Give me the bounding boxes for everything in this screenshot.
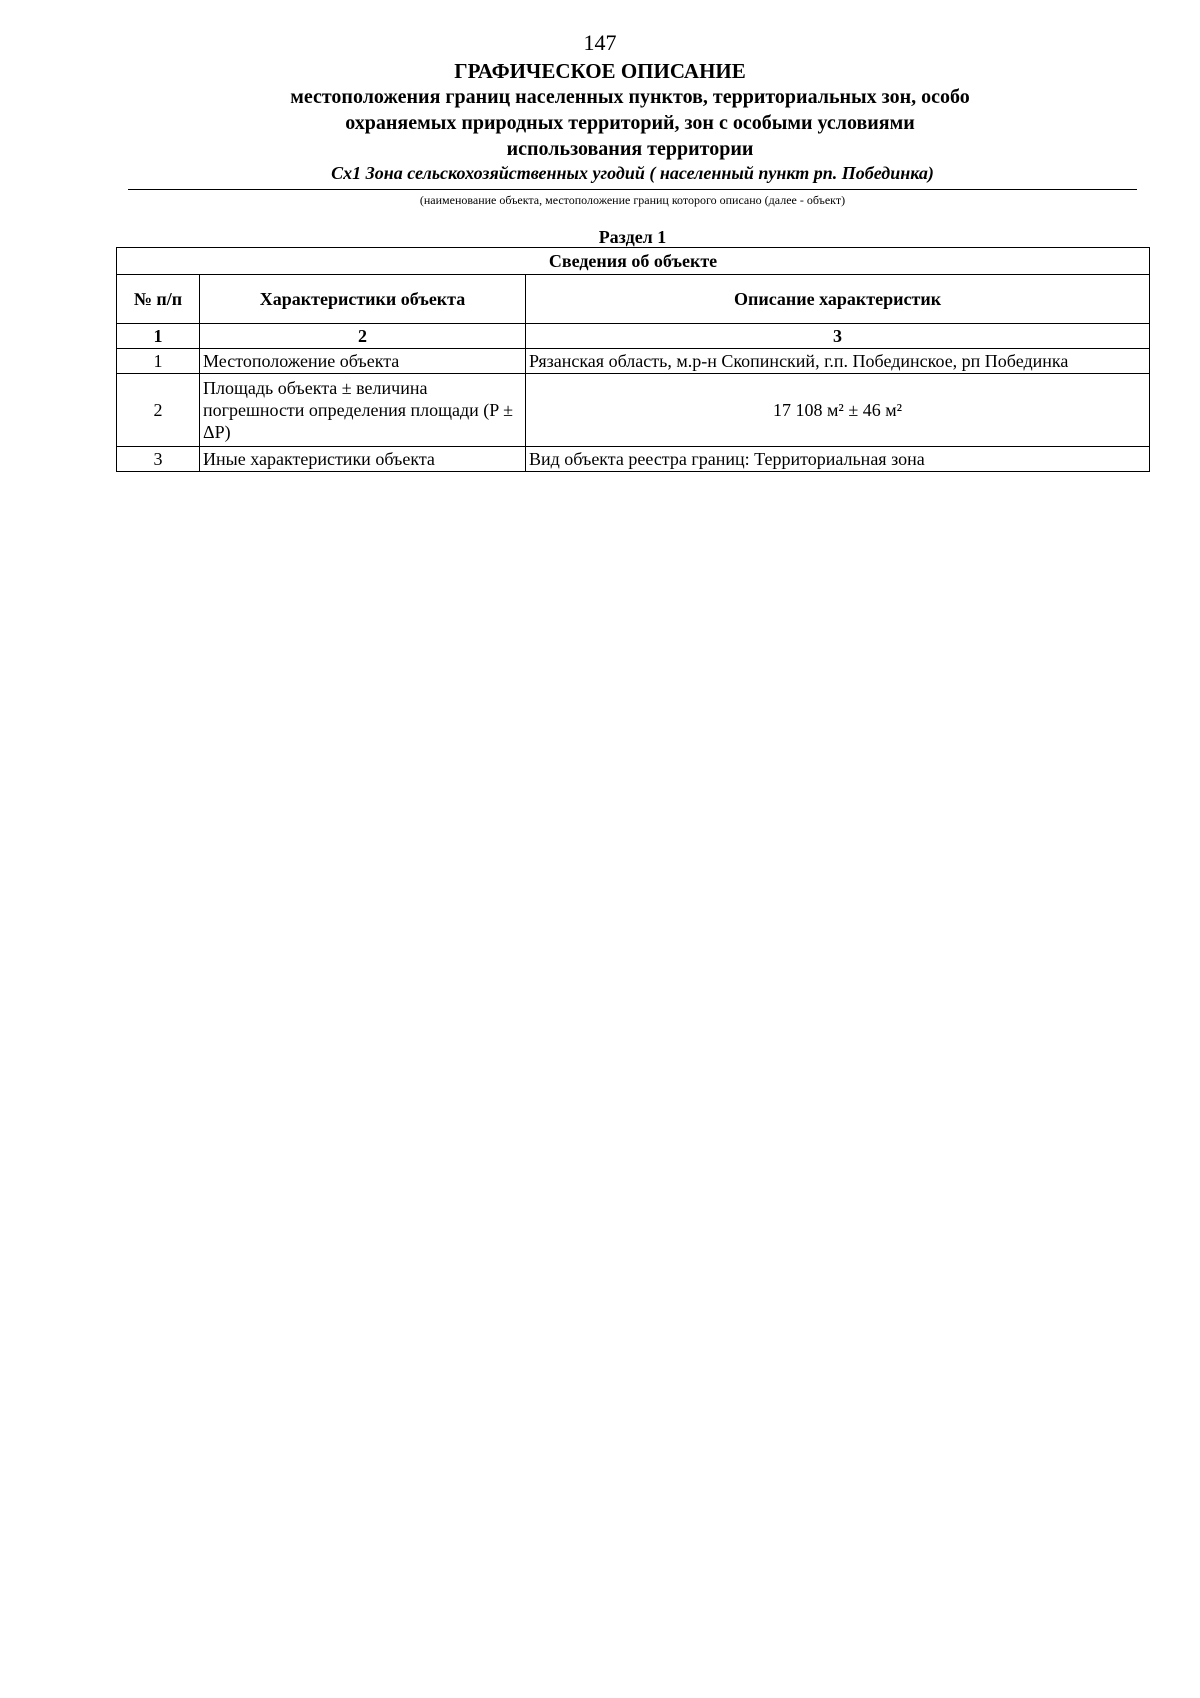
row-description: 17 108 м² ± 46 м²: [526, 374, 1150, 447]
page-number: 147: [583, 30, 617, 55]
object-name-underline: [128, 189, 1137, 190]
object-info-table: [116, 247, 1150, 472]
row-number: 3: [117, 447, 200, 472]
document-title: ГРАФИЧЕСКОЕ ОПИСАНИЕ: [454, 59, 746, 83]
object-name: Сх1 Зона сельскохозяйственных угодий ( населенный пункт рп. Побединка): [331, 163, 934, 183]
header-number: № п/п: [117, 275, 200, 324]
table-caption-row: [117, 248, 1150, 275]
table-header-row: [117, 275, 1150, 324]
table-row: [117, 374, 1150, 447]
table-row: [117, 349, 1150, 374]
header-characteristic: Характеристики объекта: [200, 275, 526, 324]
table-caption: Сведения об объекте: [117, 248, 1150, 275]
row-characteristic: Иные характеристики объекта: [200, 447, 526, 472]
row-description: Рязанская область, м.р-н Скопинский, г.п. Побединское, рп Побединка: [526, 349, 1150, 374]
row-characteristic: Площадь объекта ± величина погрешности определения площади (P ± ΔP): [200, 374, 526, 447]
index-cell: 2: [200, 324, 526, 349]
document-subtitle: местоположения границ населенных пунктов, территориальных зон, особо охраняемых природных территорий, зон с особыми условиями использования территории: [290, 86, 970, 160]
table-index-row: [117, 324, 1150, 349]
index-cell: 3: [526, 324, 1150, 349]
table-row: [117, 447, 1150, 472]
header-description: Описание характеристик: [526, 275, 1150, 324]
row-number: 1: [117, 349, 200, 374]
index-cell: 1: [117, 324, 200, 349]
row-number: 2: [117, 374, 200, 447]
section-title: Раздел 1: [598, 227, 667, 247]
object-caption: (наименование объекта, местоположение границ которого описано (далее - объект): [419, 193, 846, 207]
row-characteristic: Местоположение объекта: [200, 349, 526, 374]
row-description: Вид объекта реестра границ: Территориальная зона: [526, 447, 1150, 472]
